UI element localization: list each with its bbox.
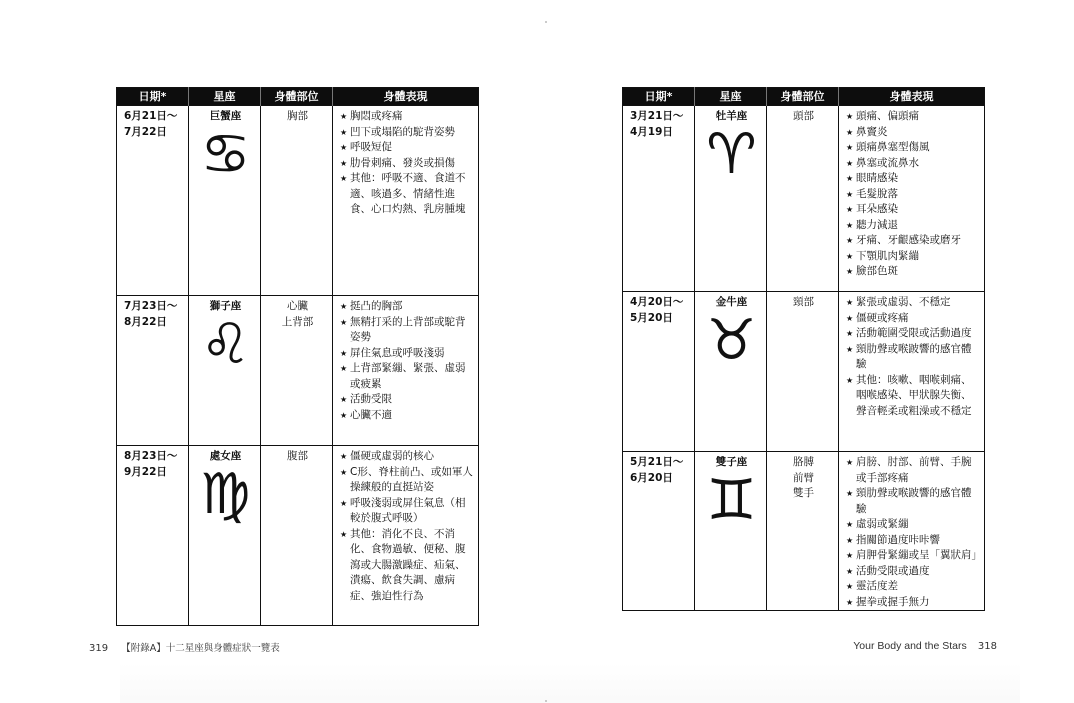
body-part: 心臟	[287, 300, 308, 312]
symptom-item: ★ 其他：咳嗽、咽喉刺痛、咽喉感染、甲狀腺失衡、聲音輕柔或粗澡或不穩定	[846, 373, 979, 420]
symptom-item: ★ 挺凸的胸部	[340, 299, 473, 315]
symptom-item: ★ 活動範圍受限或活動過度	[846, 326, 979, 342]
body-part-cell	[261, 106, 333, 296]
symptom-item: ★ 胸悶或疼痛	[340, 109, 473, 125]
symptom-list	[846, 455, 982, 610]
symptom-item: ★ 頸肋聲或喉跛響的感官體驗	[846, 342, 979, 373]
body-part: 頭部	[793, 110, 814, 122]
taurus-symbol-icon: ♉	[706, 307, 757, 373]
symptoms-cell	[839, 292, 985, 452]
sign-cell	[695, 452, 767, 611]
header-sign: 星座	[189, 88, 261, 106]
virgo-symbol-icon: ♍	[200, 461, 251, 527]
symptoms-cell	[333, 296, 479, 446]
sign-name: 牡羊座	[715, 110, 748, 122]
symptom-item: ★ 上背部緊繃、緊張、虛弱或疲累	[340, 361, 473, 392]
gemini-symbol-icon: ♊	[706, 467, 757, 533]
symptom-item: ★ 頭痛鼻塞型傷風	[846, 140, 979, 156]
symptom-list	[340, 109, 473, 218]
symptom-item: ★ 虛弱或緊繃	[846, 517, 979, 533]
table-row-taurus	[623, 292, 985, 452]
symptom-list	[846, 109, 979, 280]
symptom-item: ★ 凹下或塌陷的駝背姿勢	[340, 125, 473, 141]
symptom-item: ★ 指關節過度咔咔響	[846, 533, 979, 549]
symptom-item: ★ 緊張或虛弱、不穩定	[846, 295, 979, 311]
header-date: 日期*	[117, 88, 189, 106]
table-row-gemini	[623, 452, 985, 611]
date-start: 8月23日～	[124, 450, 178, 462]
symptom-item: ★ 聽力減退	[846, 218, 979, 234]
symptom-item: ★ 眼睛感染	[846, 171, 979, 187]
date-end: 5月20日	[630, 311, 673, 324]
symptom-item: ★ 下顎肌肉緊繃	[846, 249, 979, 265]
symptom-item: ★ 牙痛、牙齦感染或磨牙	[846, 233, 979, 249]
sign-cell	[189, 106, 261, 296]
header-sign: 星座	[695, 88, 767, 106]
sign-name: 處女座	[209, 450, 242, 462]
date-end: 8月22日	[124, 315, 167, 328]
symptom-item: ★ 肩膀、肘部、前臂、手腕或手部疼痛	[846, 455, 979, 486]
symptom-list	[340, 299, 473, 423]
page-number: 319	[89, 643, 109, 654]
symptoms-cell	[333, 446, 479, 626]
sign-cell	[189, 296, 261, 446]
symptom-item: ★ 活動受限	[340, 392, 473, 408]
symptom-item: ★ 心臟不適	[340, 408, 473, 424]
symptom-item: ★ C形、脊柱前凸、或如軍人操練般的直挺站姿	[340, 465, 473, 496]
date-end: 9月22日	[124, 465, 167, 478]
symptom-list	[846, 295, 979, 419]
symptom-item: ★ 僵硬或疼痛	[846, 311, 979, 327]
body-part: 前臂	[793, 471, 814, 484]
aries-symbol-icon: ♈	[706, 121, 757, 187]
sign-cell	[695, 292, 767, 452]
sign-name: 獅子座	[209, 300, 242, 312]
symptom-item: ★ 活動受限或過度	[846, 564, 979, 580]
body-part: 頸部	[793, 296, 814, 308]
right-page	[537, 0, 1074, 703]
symptom-item: ★ 呼吸短促	[340, 140, 473, 156]
leo-symbol-icon: ♌	[200, 311, 251, 377]
page-footer	[853, 640, 997, 652]
symptoms-cell	[839, 452, 985, 611]
body-part-cell	[767, 106, 839, 292]
body-part-cell	[261, 296, 333, 446]
date-cell	[623, 292, 695, 452]
zodiac-table-right	[622, 87, 985, 611]
body-part-cell	[767, 292, 839, 452]
symptom-item: ★ 其他：消化不良、不消化、食物過敏、便秘、腹瀉或大腸激躁症、疝氣、潰瘍、飲食失調、慮病症、強迫性行為	[340, 527, 473, 605]
running-title: Your Body and the Stars	[853, 640, 967, 652]
sign-cell	[189, 446, 261, 626]
page-number: 318	[977, 641, 997, 652]
body-part: 胸部	[287, 110, 308, 122]
date-cell	[117, 106, 189, 296]
symptom-item: ★ 肩胛骨緊繃或呈「翼狀肩」	[846, 548, 979, 564]
page-footer	[89, 640, 280, 654]
date-cell	[623, 452, 695, 611]
sign-cell	[695, 106, 767, 292]
body-part-cell	[261, 446, 333, 626]
table-row-cancer	[117, 106, 479, 296]
date-start: 6月21日～	[124, 110, 178, 122]
header-symptoms: 身體表現	[333, 88, 479, 106]
symptom-item: ★ 肋骨刺痛、發炎或損傷	[340, 156, 473, 172]
date-end: 7月22日	[124, 125, 167, 138]
date-cell	[117, 446, 189, 626]
symptom-list	[340, 449, 473, 604]
symptom-item: ★ 頸肋聲或喉跛響的感官體驗	[846, 486, 979, 517]
symptom-item: ★ 鼻塞或流鼻水	[846, 156, 979, 172]
body-part: 腹部	[287, 450, 308, 462]
zodiac-table-left	[116, 87, 479, 626]
cancer-symbol-icon: ♋	[200, 121, 251, 187]
table-header	[117, 88, 479, 106]
table-header	[623, 88, 985, 106]
sign-name: 巨蟹座	[209, 110, 242, 122]
header-date: 日期*	[623, 88, 695, 106]
symptom-item: ★ 屏住氣息或呼吸淺弱	[340, 346, 473, 362]
date-start: 7月23日～	[124, 300, 178, 312]
body-part-cell	[767, 452, 839, 611]
date-start: 4月20日～	[630, 296, 684, 308]
symptoms-cell	[839, 106, 985, 292]
body-part: 胳膊	[793, 456, 814, 468]
body-part: 雙手	[793, 487, 814, 499]
symptom-item: ★ 握拳或握手無力	[846, 595, 979, 611]
body-part: 上背部	[281, 315, 314, 328]
table-row-virgo	[117, 446, 479, 626]
symptom-item: ★ 其他：呼吸不適、食道不適、咳過多、情緒性進食、心口灼熱、乳房腫塊	[340, 171, 473, 218]
table-row-aries	[623, 106, 985, 292]
sign-name: 金牛座	[715, 296, 748, 308]
date-end: 4月19日	[630, 125, 673, 138]
symptoms-cell	[333, 106, 479, 296]
symptom-item: ★ 僵硬或虛弱的核心	[340, 449, 473, 465]
symptom-item: ★ 臉部色斑	[846, 264, 979, 280]
date-start: 5月21日～	[630, 456, 684, 468]
date-cell	[117, 296, 189, 446]
table-row-leo	[117, 296, 479, 446]
symptom-item: ★ 頭痛、偏頭痛	[846, 109, 979, 125]
date-end: 6月20日	[630, 471, 673, 484]
date-start: 3月21日～	[630, 110, 684, 122]
symptom-item: ★ 毛髮脫落	[846, 187, 979, 203]
symptom-item: ★ 呼吸淺弱或屏住氣息（相較於腹式呼吸）	[340, 496, 473, 527]
sign-name: 雙子座	[715, 456, 748, 468]
symptom-item: ★ 靈活度差	[846, 579, 979, 595]
header-symptoms: 身體表現	[839, 88, 985, 106]
header-body-part: 身體部位	[767, 88, 839, 106]
symptom-item: ★ 鼻竇炎	[846, 125, 979, 141]
running-title: 【附錄A】十二星座與身體症狀一覽表	[121, 643, 280, 654]
header-body-part: 身體部位	[261, 88, 333, 106]
symptom-item: ★ 耳朵感染	[846, 202, 979, 218]
symptom-item: ★ 無精打采的上背部或駝背姿勢	[340, 315, 473, 346]
date-cell	[623, 106, 695, 292]
